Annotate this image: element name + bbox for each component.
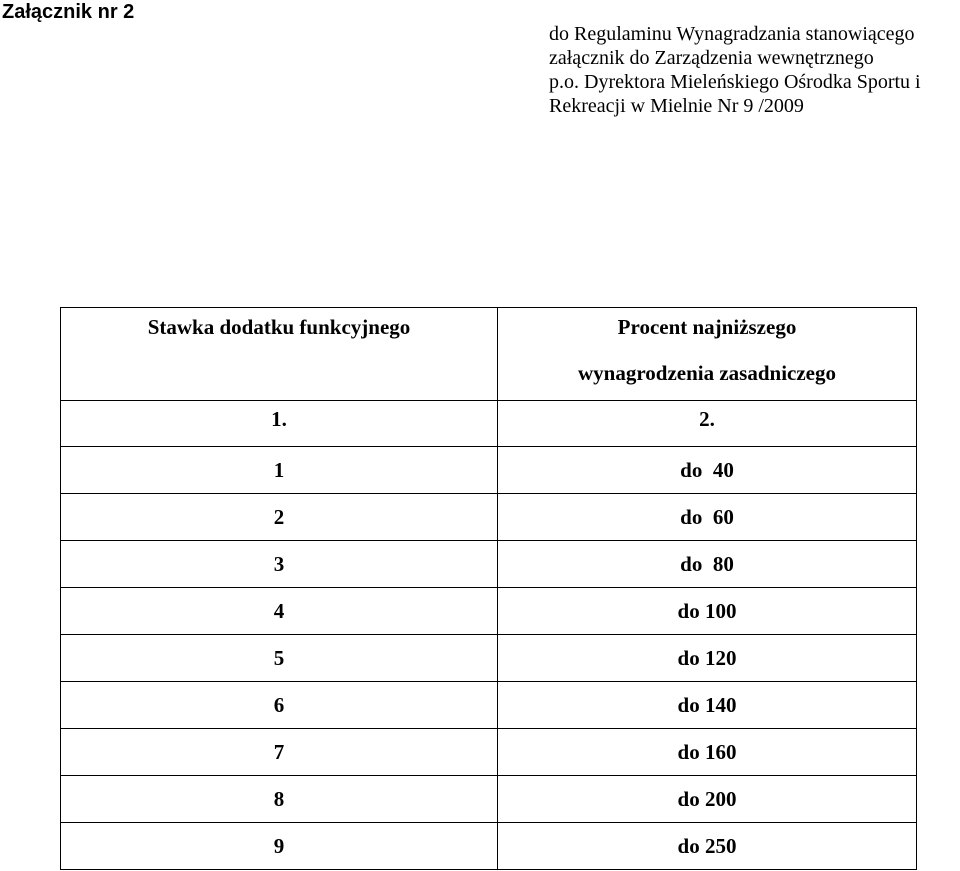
rate-cell: 8 [61,776,498,823]
header-line: p.o. Dyrektora Mieleńskiego Ośrodka Sportu i [549,71,921,93]
regulation-reference [549,22,921,118]
rate-cell: 5 [61,635,498,682]
percent-cell: do 160 [498,729,917,776]
percent-cell: do 140 [498,682,917,729]
rate-cell: 2 [61,494,498,541]
rate-cell: 3 [61,541,498,588]
column-header-percent [498,308,917,401]
table-header-row [61,308,917,401]
rate-cell: 9 [61,823,498,870]
percent-cell: do 120 [498,635,917,682]
allowance-rates-table [60,307,917,870]
column-header-rate [61,308,498,401]
percent-cell: do 200 [498,776,917,823]
table-row [61,447,917,494]
table-row [61,541,917,588]
percent-cell: do 40 [498,447,917,494]
table-row [61,823,917,870]
column-header-percent-label [498,308,916,386]
header-line: do Regulaminu Wynagradzania stanowiącego [549,23,915,45]
table-row [61,729,917,776]
rate-cell: 4 [61,588,498,635]
rate-cell: 7 [61,729,498,776]
column-number-1: 1. [61,401,498,447]
attachment-label: Załącznik nr 2 [2,1,135,23]
column-number-2: 2. [498,401,917,447]
header-line: załącznik do Zarządzenia wewnętrznego [549,47,874,69]
column-header-rate-label: Stawka dodatku funkcyjnego [147,315,411,339]
table-body [61,401,917,870]
header-line: Rekreacji w Mielnie Nr 9 /2009 [549,95,804,117]
column-numbering-row [61,401,917,447]
percent-cell: do 100 [498,588,917,635]
rate-cell: 6 [61,682,498,729]
percent-cell: do 80 [498,541,917,588]
table-row [61,776,917,823]
column-header-percent-line1: Procent najniższego [617,315,797,339]
percent-cell: do 60 [498,494,917,541]
table-row [61,635,917,682]
table-row [61,588,917,635]
table-row [61,494,917,541]
rate-cell: 1 [61,447,498,494]
percent-cell: do 250 [498,823,917,870]
table-row [61,682,917,729]
column-header-percent-line2: wynagrodzenia zasadniczego [577,361,837,385]
